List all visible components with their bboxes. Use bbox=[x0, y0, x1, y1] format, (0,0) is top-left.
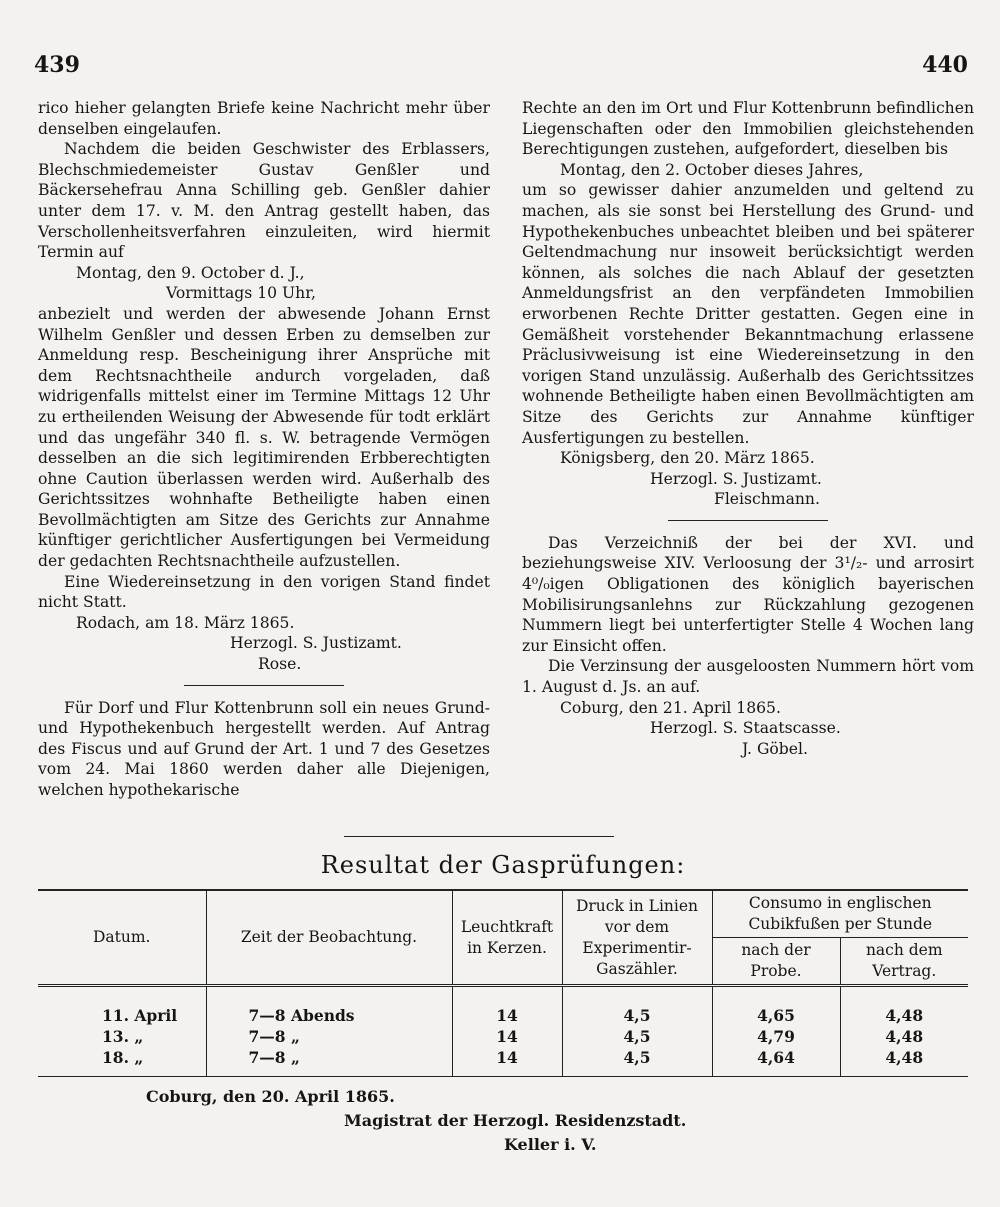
cell-datum: 11. April bbox=[38, 986, 206, 1027]
page-number-left: 439 bbox=[34, 52, 80, 78]
cell-zeit: 7—8 Abends bbox=[206, 986, 452, 1027]
right-column bbox=[522, 98, 974, 759]
closing-place-date: Coburg, den 20. April 1865. bbox=[146, 1087, 395, 1106]
header-datum: Datum. bbox=[38, 890, 206, 986]
gas-table-title: Resultat der Gasprüfungen: bbox=[320, 851, 686, 879]
left-authority: Herzogl. S. Justizamt. bbox=[230, 634, 402, 653]
header-nach-vertrag: nach dem Vertrag. bbox=[840, 938, 968, 986]
left-paragraph-2: Nachdem die beiden Geschwister des Erblassers, Blechschmiedemeister Gustav Genßler und Bäckersehefrau Anna Schilling geb. Genßler dahier unter dem 17. v. M. den Antrag gestellt haben, das Verschollenheitsverfahren einzuleiten, wird hiermit Termin auf bbox=[38, 140, 490, 262]
right-authority-2: Herzogl. S. Staatscasse. bbox=[650, 719, 841, 738]
page-number-right: 440 bbox=[922, 52, 968, 78]
right-separator bbox=[668, 520, 828, 521]
table-header-row bbox=[38, 890, 968, 938]
closing-signature: Keller i. V. bbox=[504, 1135, 597, 1154]
cell-probe: 4,64 bbox=[712, 1047, 840, 1077]
left-place-date: Rodach, am 18. März 1865. bbox=[76, 613, 295, 632]
closing-block bbox=[38, 1085, 968, 1157]
left-paragraph-4: Eine Wiedereinsetzung in den vorigen Stand findet nicht Statt. bbox=[38, 572, 490, 612]
left-column bbox=[38, 98, 490, 801]
cell-datum: 13. „ bbox=[102, 1027, 144, 1046]
cell-leuchtkraft: 14 bbox=[452, 986, 562, 1027]
gas-test-section bbox=[38, 836, 968, 1157]
right-paragraph-4: Die Verzinsung der ausgeloosten Nummern hört vom 1. August d. Js. an auf. bbox=[522, 657, 974, 697]
header-zeit: Zeit der Beobachtung. bbox=[206, 890, 452, 986]
table-row bbox=[38, 1026, 968, 1047]
right-date-line: Montag, den 2. October dieses Jahres, bbox=[560, 160, 864, 179]
closing-authority: Magistrat der Herzogl. Residenzstadt. bbox=[344, 1111, 687, 1130]
right-signature-2: J. Göbel. bbox=[742, 739, 808, 758]
left-paragraph-5: Für Dorf und Flur Kottenbrunn soll ein neues Grund- und Hypothekenbuch hergestellt werden. Auf Antrag des Fiscus und auf Grund der Art. 1 und 7 des Gesetzes vom 24. Mai 1860 werden daher alle Diejenigen, welchen hypothekarische bbox=[38, 698, 490, 799]
header-nach-probe: nach der Probe. bbox=[712, 938, 840, 986]
left-paragraph-1: rico hieher gelangten Briefe keine Nachricht mehr über denselben eingelaufen. bbox=[38, 99, 490, 138]
cell-zeit: 7—8 „ bbox=[206, 1026, 452, 1047]
cell-vertrag: 4,48 bbox=[840, 986, 968, 1027]
header-druck: Druck in Linien vor dem Experimentir-Gaszähler. bbox=[562, 890, 712, 986]
cell-druck: 4,5 bbox=[562, 1026, 712, 1047]
right-paragraph-1: Rechte an den im Ort und Flur Kottenbrunn befindlichen Liegenschaften oder den Immobilien gleichstehenden Berechtigungen zustehen, aufgefordert, dieselben bis bbox=[522, 99, 974, 159]
left-date-line-2: Vormittags 10 Uhr, bbox=[166, 284, 316, 303]
left-date-line-1: Montag, den 9. October d. J., bbox=[76, 263, 305, 282]
header-leuchtkraft: Leuchtkraft in Kerzen. bbox=[452, 890, 562, 986]
cell-druck: 4,5 bbox=[562, 986, 712, 1027]
right-paragraph-2: um so gewisser dahier anzumelden und geltend zu machen, als sie sonst bei Herstellung des Grund- und Hypothekenbuches unbeachtet bleiben und bei späterer Geltendmachung nur insoweit berücksichtigt werden können, als solches die nach Ablauf der gesetzten Anmeldungsfrist an den verpfändeten Immobilien erworbenen Rechte Dritter gestatten. Gegen eine in Gemäßheit vorstehender Bekanntmachung erlassene Präclusivweisung ist eine Wiedereinsetzung in den vorigen Stand unzulässig. Außerhalb des Gerichtssitzes wohnende Betheiligte haben einen Bevollmächtigten am Sitze des Gerichts zur Annahme künftiger Ausfertigungen zu bestellen. bbox=[522, 181, 974, 447]
header-consumo: Consumo in englischen Cubikfußen per Stunde bbox=[712, 890, 968, 938]
cell-druck: 4,5 bbox=[562, 1047, 712, 1077]
table-row bbox=[38, 1047, 968, 1077]
left-paragraph-3: anbezielt und werden der abwesende Johann Ernst Wilhelm Genßler und dessen Erben zu demselben zur Anmeldung resp. Bescheinigung ihrer Ansprüche mit dem Rechtsnachtheile andurch vorgeladen, daß widrigenfalls mittelst einer im Termine Mittags 12 Uhr zu ertheilenden Weisung der Abwesende für todt erklärt und das ungefähr 340 fl. s. W. betragende Vermögen desselben an die sich legitimirenden Erbberechtigten ohne Caution überlassen werden wird. Außerhalb des Gerichtssitzes wohnhafte Betheiligte haben einen Bevollmächtigten am Sitze des Gerichts zur Annahme künftiger gerichtlicher Ausfertigungen bei Vermeidung der gedachten Rechtsnachtheile aufzustellen. bbox=[38, 304, 490, 571]
section-divider bbox=[344, 836, 614, 837]
right-place-date: Königsberg, den 20. März 1865. bbox=[560, 449, 815, 468]
right-paragraph-3: Das Verzeichniß der bei der XVI. und beziehungsweise XIV. Verloosung der 3¹/₂- und arrosirt 4⁰/₀igen Obligationen des königlich bayerischen Mobilisirungsanlehns zur Rückzahlung gezogenen Nummern liegt bei unterfertigter Stelle 4 Wochen lang zur Einsicht offen. bbox=[522, 533, 974, 655]
cell-leuchtkraft: 14 bbox=[452, 1047, 562, 1077]
right-place-date-2: Coburg, den 21. April 1865. bbox=[560, 698, 781, 717]
cell-datum: 18. „ bbox=[38, 1047, 206, 1077]
cell-vertrag: 4,48 bbox=[840, 1047, 968, 1077]
cell-leuchtkraft: 14 bbox=[452, 1026, 562, 1047]
cell-probe: 4,79 bbox=[712, 1026, 840, 1047]
right-signature: Fleischmann. bbox=[714, 490, 820, 509]
cell-vertrag: 4,48 bbox=[840, 1026, 968, 1047]
cell-zeit: 7—8 „ bbox=[206, 1047, 452, 1077]
table-row bbox=[38, 986, 968, 1027]
left-separator bbox=[184, 685, 344, 686]
gas-results-table bbox=[38, 889, 968, 1077]
right-authority: Herzogl. S. Justizamt. bbox=[650, 469, 822, 488]
cell-probe: 4,65 bbox=[712, 986, 840, 1027]
left-signature: Rose. bbox=[258, 655, 302, 674]
